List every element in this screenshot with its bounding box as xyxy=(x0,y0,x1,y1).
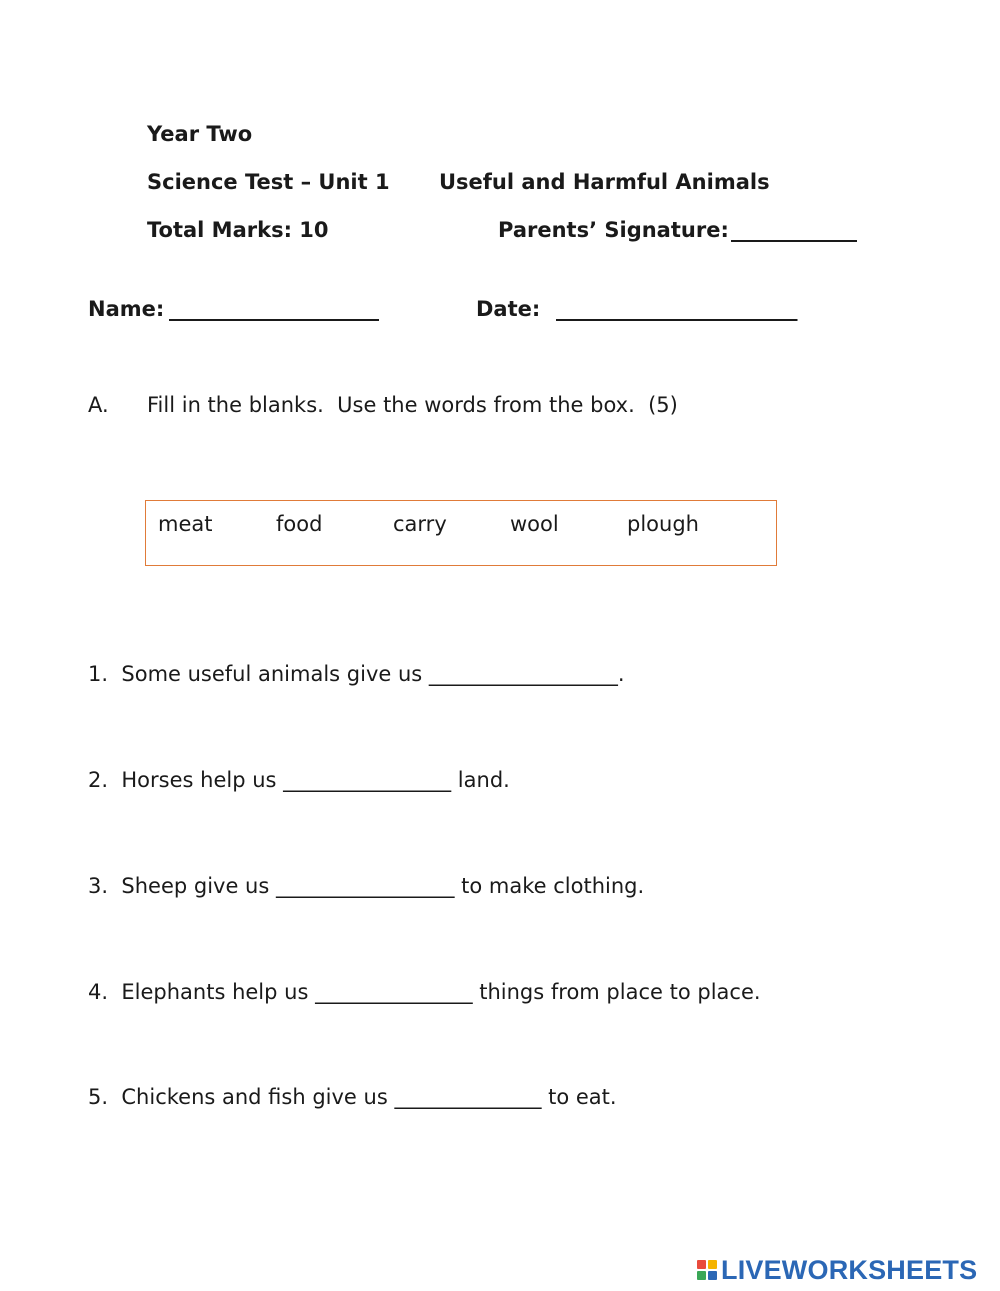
mark-square xyxy=(708,1260,717,1269)
section-letter: A. xyxy=(88,393,109,417)
date-field[interactable]: _______________________ xyxy=(556,297,798,321)
question-1[interactable]: 1. Some useful animals give us __________________. xyxy=(88,662,625,686)
word-bank-item: plough xyxy=(627,512,699,536)
mark-square xyxy=(697,1271,706,1280)
word-bank-item: meat xyxy=(158,512,213,536)
question-2[interactable]: 2. Horses help us ________________ land. xyxy=(88,768,510,792)
year-label: Year Two xyxy=(147,122,253,146)
word-bank-box xyxy=(145,500,777,566)
word-bank-item: carry xyxy=(393,512,447,536)
liveworksheets-wordmark: LIVEWORKSHEETS xyxy=(721,1254,978,1285)
test-title: Science Test – Unit 1 xyxy=(147,170,390,194)
name-label: Name: xyxy=(88,297,165,321)
liveworksheets-logo xyxy=(697,1255,977,1285)
question-3[interactable]: 3. Sheep give us _________________ to make clothing. xyxy=(88,874,645,898)
mark-square xyxy=(708,1271,717,1280)
liveworksheets-mark-icon xyxy=(697,1260,717,1280)
date-label: Date: xyxy=(476,297,541,321)
parents-signature-label: Parents’ Signature: xyxy=(498,218,729,242)
word-bank-item: food xyxy=(276,512,323,536)
word-bank-item: wool xyxy=(510,512,559,536)
unit-title: Useful and Harmful Animals xyxy=(439,170,770,194)
question-5[interactable]: 5. Chickens and fish give us ______________ to eat. xyxy=(88,1085,617,1109)
section-instruction: Fill in the blanks. Use the words from the box. (5) xyxy=(147,393,678,417)
name-field[interactable]: ____________________ xyxy=(169,297,379,321)
question-4[interactable]: 4. Elephants help us _______________ things from place to place. xyxy=(88,980,761,1004)
mark-square xyxy=(697,1260,706,1269)
parents-signature-blank[interactable]: ____________ xyxy=(731,218,857,242)
total-marks: Total Marks: 10 xyxy=(147,218,329,242)
